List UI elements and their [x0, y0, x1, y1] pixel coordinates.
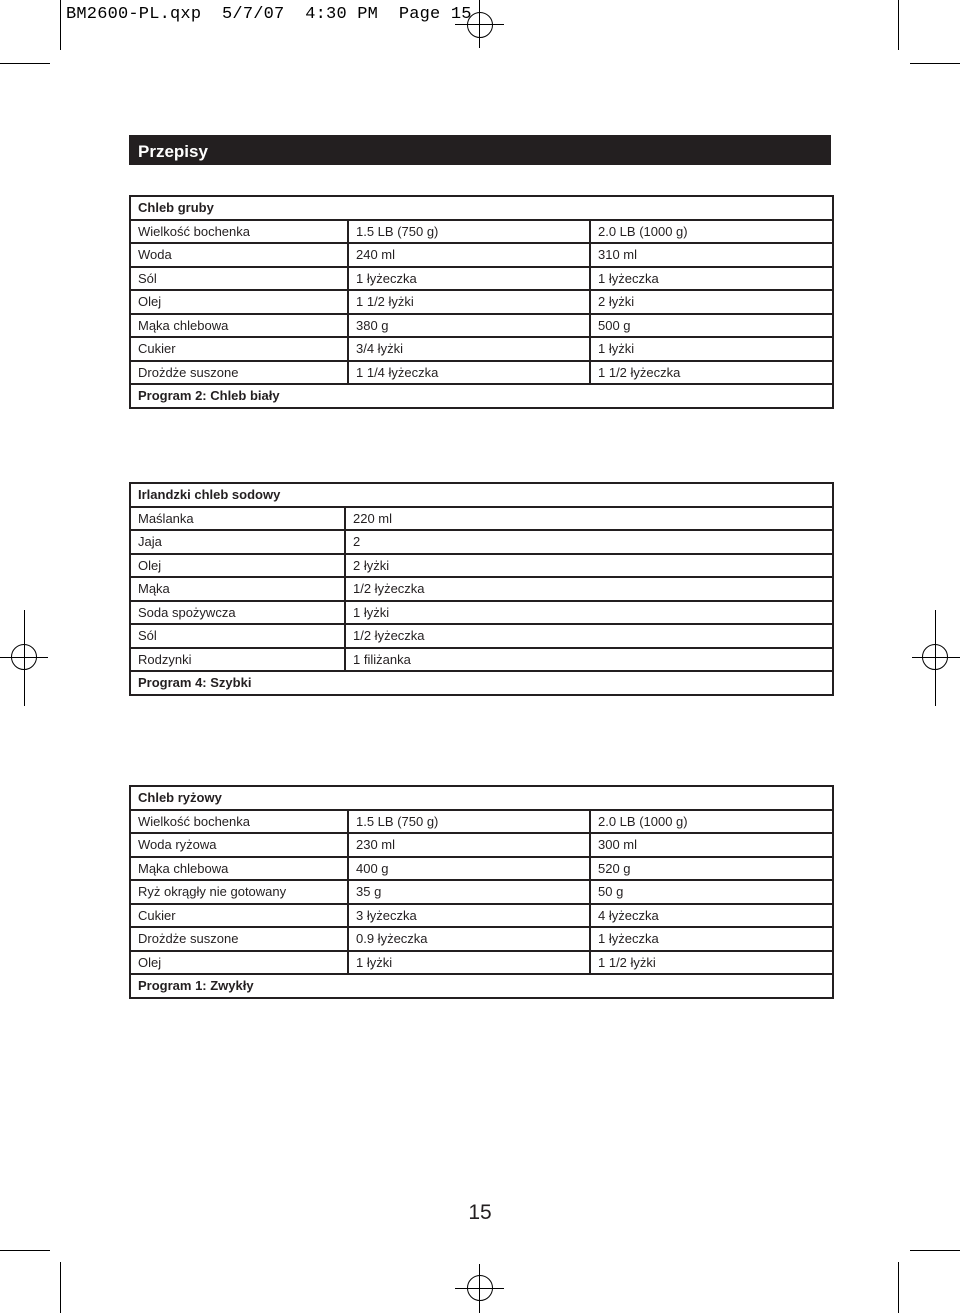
recipe-table-rice-bread — [129, 785, 834, 999]
amount-small: 3/4 łyżki — [348, 337, 590, 361]
table-row — [130, 290, 833, 314]
amount: 1 filiżanka — [345, 648, 833, 672]
table-row — [130, 530, 833, 554]
amount-large: 1 łyżeczka — [590, 267, 833, 291]
amount-large: 1 łyżki — [590, 337, 833, 361]
amount: 2 łyżki — [345, 554, 833, 578]
amount-small: 1 1/2 łyżki — [348, 290, 590, 314]
table-title-row — [130, 786, 833, 810]
ingredient-name: Olej — [130, 554, 345, 578]
amount-small: 240 ml — [348, 243, 590, 267]
amount: 1/2 łyżeczka — [345, 577, 833, 601]
table-row — [130, 243, 833, 267]
table-row — [130, 314, 833, 338]
recipe-table-thick-bread — [129, 195, 834, 409]
ingredient-name: Soda spożywcza — [130, 601, 345, 625]
program-row — [130, 384, 833, 408]
print-slug: BM2600-PL.qxp 5/7/07 4:30 PM Page 15 — [66, 5, 472, 24]
amount-large: 1 1/2 łyżki — [590, 951, 833, 975]
amount: 2 — [345, 530, 833, 554]
amount-small: 35 g — [348, 880, 590, 904]
recipe-table-soda-bread — [129, 482, 834, 696]
table-row — [130, 810, 833, 834]
table-row — [130, 951, 833, 975]
amount-large: 310 ml — [590, 243, 833, 267]
ingredient-name: Drożdże suszone — [130, 927, 348, 951]
ingredient-name: Ryż okrągły nie gotowany — [130, 880, 348, 904]
amount-small: 1 1/4 łyżeczka — [348, 361, 590, 385]
recipe-title: Chleb ryżowy — [130, 786, 833, 810]
amount-small: 3 łyżeczka — [348, 904, 590, 928]
ingredient-name: Mąka chlebowa — [130, 857, 348, 881]
ingredient-name: Maślanka — [130, 507, 345, 531]
program-label: Program 4: Szybki — [130, 671, 833, 695]
table-title-row — [130, 196, 833, 220]
ingredient-name: Cukier — [130, 337, 348, 361]
amount-large: 50 g — [590, 880, 833, 904]
page-number: 15 — [468, 1201, 492, 1224]
amount-small: 1 łyżki — [348, 951, 590, 975]
table-row — [130, 624, 833, 648]
table-row — [130, 601, 833, 625]
ingredient-name: Woda — [130, 243, 348, 267]
amount-small: 0.9 łyżeczka — [348, 927, 590, 951]
ingredient-name: Wielkość bochenka — [130, 810, 348, 834]
amount: 1/2 łyżeczka — [345, 624, 833, 648]
amount-small: 1.5 LB (750 g) — [348, 810, 590, 834]
ingredient-name: Jaja — [130, 530, 345, 554]
ingredient-name: Mąka chlebowa — [130, 314, 348, 338]
table-row — [130, 220, 833, 244]
table-row — [130, 904, 833, 928]
amount-large: 1 łyżeczka — [590, 927, 833, 951]
amount: 220 ml — [345, 507, 833, 531]
table-row — [130, 361, 833, 385]
table-row — [130, 337, 833, 361]
ingredient-name: Woda ryżowa — [130, 833, 348, 857]
amount-large: 2 łyżki — [590, 290, 833, 314]
amount-large: 1 1/2 łyżeczka — [590, 361, 833, 385]
ingredient-name: Olej — [130, 951, 348, 975]
table-row — [130, 267, 833, 291]
table-row — [130, 554, 833, 578]
ingredient-name: Olej — [130, 290, 348, 314]
amount-small: 230 ml — [348, 833, 590, 857]
table-row — [130, 880, 833, 904]
amount-large: 520 g — [590, 857, 833, 881]
ingredient-name: Sól — [130, 624, 345, 648]
table-row — [130, 833, 833, 857]
ingredient-name: Sól — [130, 267, 348, 291]
amount-large: 500 g — [590, 314, 833, 338]
program-label: Program 1: Zwykły — [130, 974, 833, 998]
section-title: Przepisy — [129, 135, 831, 165]
table-row — [130, 577, 833, 601]
amount-small: 380 g — [348, 314, 590, 338]
table-row — [130, 857, 833, 881]
recipe-title: Chleb gruby — [130, 196, 833, 220]
amount-large: 2.0 LB (1000 g) — [590, 810, 833, 834]
table-row — [130, 648, 833, 672]
ingredient-name: Cukier — [130, 904, 348, 928]
amount-small: 1 łyżeczka — [348, 267, 590, 291]
amount-small: 1.5 LB (750 g) — [348, 220, 590, 244]
ingredient-name: Mąka — [130, 577, 345, 601]
program-row — [130, 671, 833, 695]
amount-large: 4 łyżeczka — [590, 904, 833, 928]
amount-small: 400 g — [348, 857, 590, 881]
program-label: Program 2: Chleb biały — [130, 384, 833, 408]
amount-large: 2.0 LB (1000 g) — [590, 220, 833, 244]
table-row — [130, 927, 833, 951]
ingredient-name: Drożdże suszone — [130, 361, 348, 385]
program-row — [130, 974, 833, 998]
amount: 1 łyżki — [345, 601, 833, 625]
table-title-row — [130, 483, 833, 507]
ingredient-name: Wielkość bochenka — [130, 220, 348, 244]
amount-large: 300 ml — [590, 833, 833, 857]
recipe-title: Irlandzki chleb sodowy — [130, 483, 833, 507]
table-row — [130, 507, 833, 531]
ingredient-name: Rodzynki — [130, 648, 345, 672]
